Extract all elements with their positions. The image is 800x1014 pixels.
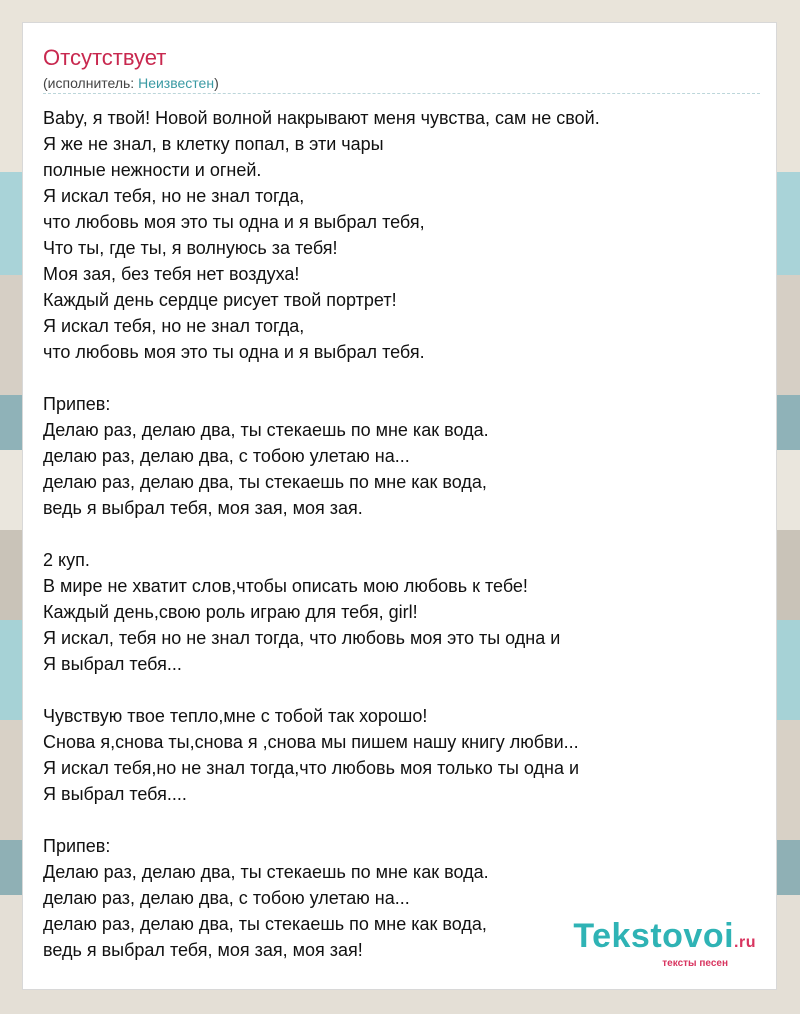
logo-tagline: тексты песен — [662, 958, 728, 969]
logo-wordmark — [573, 919, 756, 960]
logo-name: Tekstovoi — [573, 917, 735, 955]
logo-tld: .ru — [734, 934, 756, 951]
site-logo[interactable] — [573, 919, 756, 969]
title-divider — [43, 93, 760, 94]
artist-line — [43, 74, 219, 92]
lyrics-text: Baby, я твой! Новой волной накрывают меня чувства, сам не свой. Я же не знал, в клетку попал, в эти чары полные нежности и огней. Я искал тебя, но не знал тогда, что любовь моя это ты одна и я выбрал тебя, Что ты, где ты, я волнуюсь за тебя! Моя зая, без тебя нет воздуха! Каждый день сердце рисует твой портрет! Я искал тебя, но не знал тогда, что любовь моя это ты одна и я выбрал тебя. Припев: Делаю раз, делаю два, ты стекаешь по мне как вода. делаю раз, делаю два, с тобою улетаю на... делаю раз, делаю два, ты стекаешь по мне как вода, ведь я выбрал тебя, моя зая, моя зая. 2 куп. В мире не хватит слов,чтобы описать мою любовь к тебе! Каждый день,свою роль играю для тебя, girl! Я искал, тебя но не знал тогда, что любовь моя это ты одна и Я выбрал тебя... Чувствую твое тепло,мне с тобой так хорошо! Снова я,снова ты,снова я ,снова мы пишем нашу книгу любви... Я искал тебя,но не знал тогда,что любовь моя только ты одна и Я выбрал тебя.... Припев: Делаю раз, делаю два, ты стекаешь по мне как вода. делаю раз, делаю два, с тобою улетаю на... делаю раз, делаю два, ты стекаешь по мне как вода, ведь я выбрал тебя, моя зая, моя зая! — [43, 108, 600, 960]
song-title: Отсутствует — [43, 45, 167, 70]
artist-link[interactable]: Неизвестен — [138, 75, 215, 91]
lyrics-card — [22, 22, 777, 990]
artist-prefix: (исполнитель: — [43, 75, 139, 91]
artist-suffix: ) — [214, 75, 219, 91]
